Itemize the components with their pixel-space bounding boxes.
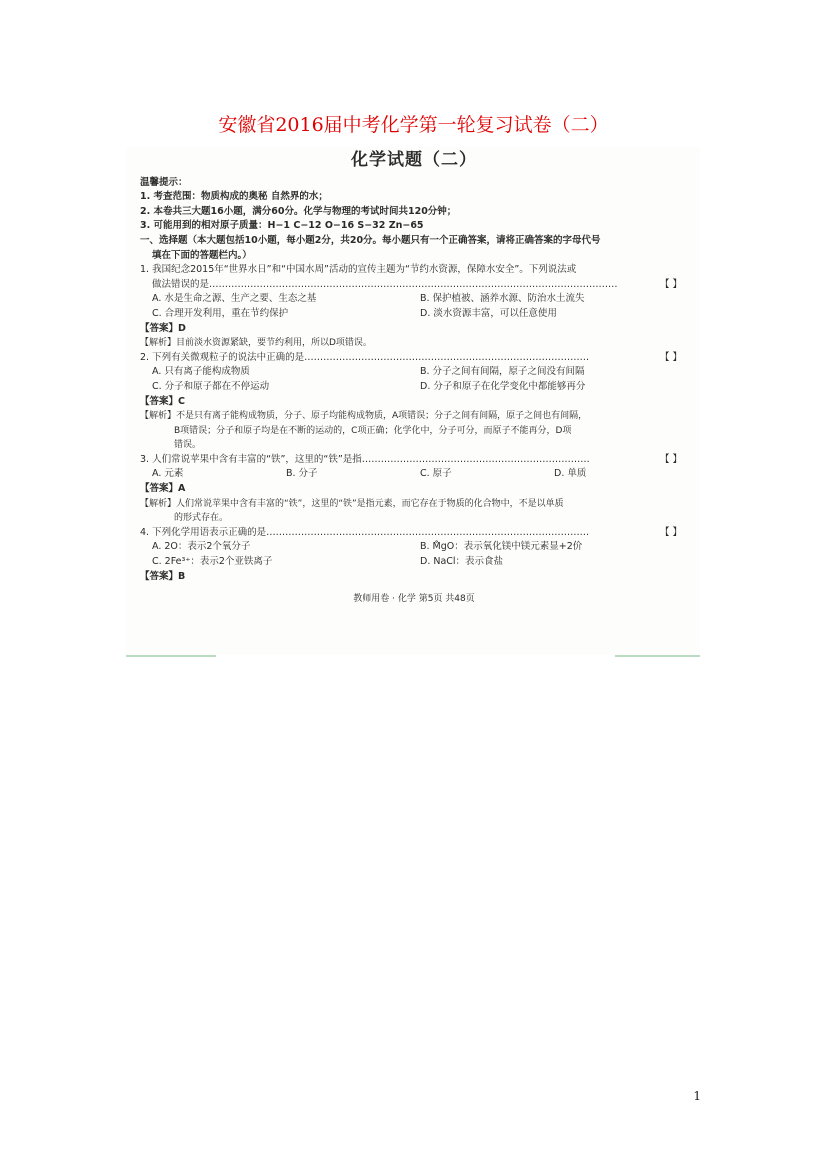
q1-answer-bracket: 【 】 [659,278,682,290]
q2-option-a: A. 只有离子能构成物质 [152,366,250,378]
q4-answer-bracket: 【 】 [659,526,682,538]
q2-options-row2 [140,380,688,395]
q2-option-c: C. 分子和原子都在不停运动 [152,380,270,392]
q3-options [140,467,688,482]
scanned-exam-image [126,147,700,655]
section-heading-cont: 填在下面的答题栏内。） [152,249,252,261]
q3-stem-text: 3. 人们常说苹果中含有丰富的“铁”，这里的“铁”是指……………………………………………………………… [140,453,590,465]
document-title: 安徽省2016届中考化学第一轮复习试卷（二） [218,114,609,136]
q3-option-c: C. 原子 [420,468,452,480]
q3-option-d: D. 单质 [554,468,587,480]
q4-stem-text: 4. 下列化学用语表示正确的是………………………………………………………………………………………… [140,526,590,538]
q2-answer-bracket: 【 】 [659,351,682,363]
q1-option-d: D. 淡水资源丰富，可以任意使用 [420,307,557,319]
q4-answer: 【答案】B [140,570,186,582]
q3-answer: 【答案】A [140,483,186,495]
q2-option-d: D. 分子和原子在化学变化中都能够再分 [420,380,586,392]
q1-stem: 1. 我国纪念2015年“世界水日”和“中国水周”活动的宣传主题为“节约水资源，保障水安全”。下列说法或 [140,264,577,276]
q4-option-b: B. M̊gO：表示氧化镁中镁元素显+2价 [420,541,583,553]
decorative-rule-left [126,655,216,657]
q1-options-row2 [140,307,688,322]
q2-option-b: B. 分子之间有间隔，原子之间没有间隔 [420,366,585,378]
tip-3: 3. 可能用到的相对原子质量：H−1 C−12 O−16 S−32 Zn−65 [140,220,424,232]
q2-explanation-3: 错误。 [174,440,202,451]
q2-options-row1 [140,365,688,380]
q2-answer: 【答案】C [140,395,185,407]
q3-explanation-2: 的形式存在。 [174,513,229,524]
q1-explanation: 【解析】目前淡水资源紧缺，要节约利用，所以D项错误。 [140,338,372,349]
q1-option-a: A. 水是生命之源、生产之要、生态之基 [152,293,317,305]
q1-answer: 【答案】D [140,322,186,334]
q2-explanation-2: B项错误；分子和原子均是在不断的运动的，C项正确；化学化中，分子可分，而原子不能再分，D项 [174,425,572,436]
q3-stem [140,453,688,468]
q4-option-c: C. 2Fe³⁺：表示2个亚铁离子 [152,556,273,568]
q1-option-c: C. 合理开发利用，重在节约保护 [152,307,289,319]
q3-explanation-1: 【解析】人们常说苹果中含有丰富的“铁”，这里的“铁”是指元素，而它存在于物质的化合物中，不是以单质 [140,498,564,509]
q1-options-row1 [140,292,688,307]
q3-answer-bracket: 【 】 [659,453,682,465]
q1-option-b: B. 保护植被、涵养水源、防治水土流失 [420,293,585,305]
q3-option-b: B. 分子 [286,468,318,480]
q4-stem [140,526,688,541]
tip-1: 1. 考查范围：物质构成的奥秘 自然界的水； [140,191,328,203]
q1-stem-cont [140,278,688,293]
q4-options-row1 [140,540,688,555]
page-number: 1 [693,1089,701,1103]
q2-stem [140,351,688,366]
scan-footer: 教师用卷 · 化学 第5页 共48页 [353,594,475,605]
q4-options-row2 [140,555,688,570]
q2-explanation-1: 【解析】不是只有离子能构成物质，分子、原子均能构成物质，A项错误；分子之间有间隔，原子之间也有间隔， [140,411,588,422]
tips-label: 温馨提示： [140,176,188,188]
section-heading: 一、选择题（本大题包括10小题，每小题2分，共20分。每小题只有一个正确答案，请将正确答案的字母代号 [140,234,601,246]
q4-option-d: D. NaCl：表示食盐 [420,556,504,568]
q2-stem-text: 2. 下列有关微观粒子的说法中正确的是……………………………………………………………………………… [140,351,590,363]
tip-2: 2. 本卷共三大题16小题，满分60分。化学与物理的考试时间共120分钟； [140,205,457,217]
exam-heading: 化学试题（二） [351,150,477,170]
q4-option-a: A. 2O：表示2个氧分子 [152,541,251,553]
decorative-rule-right [615,655,700,657]
q1-stem-text: 做法错误的是………………………………………………………………………………………………………………… [152,278,618,290]
q3-option-a: A. 元素 [152,468,184,480]
